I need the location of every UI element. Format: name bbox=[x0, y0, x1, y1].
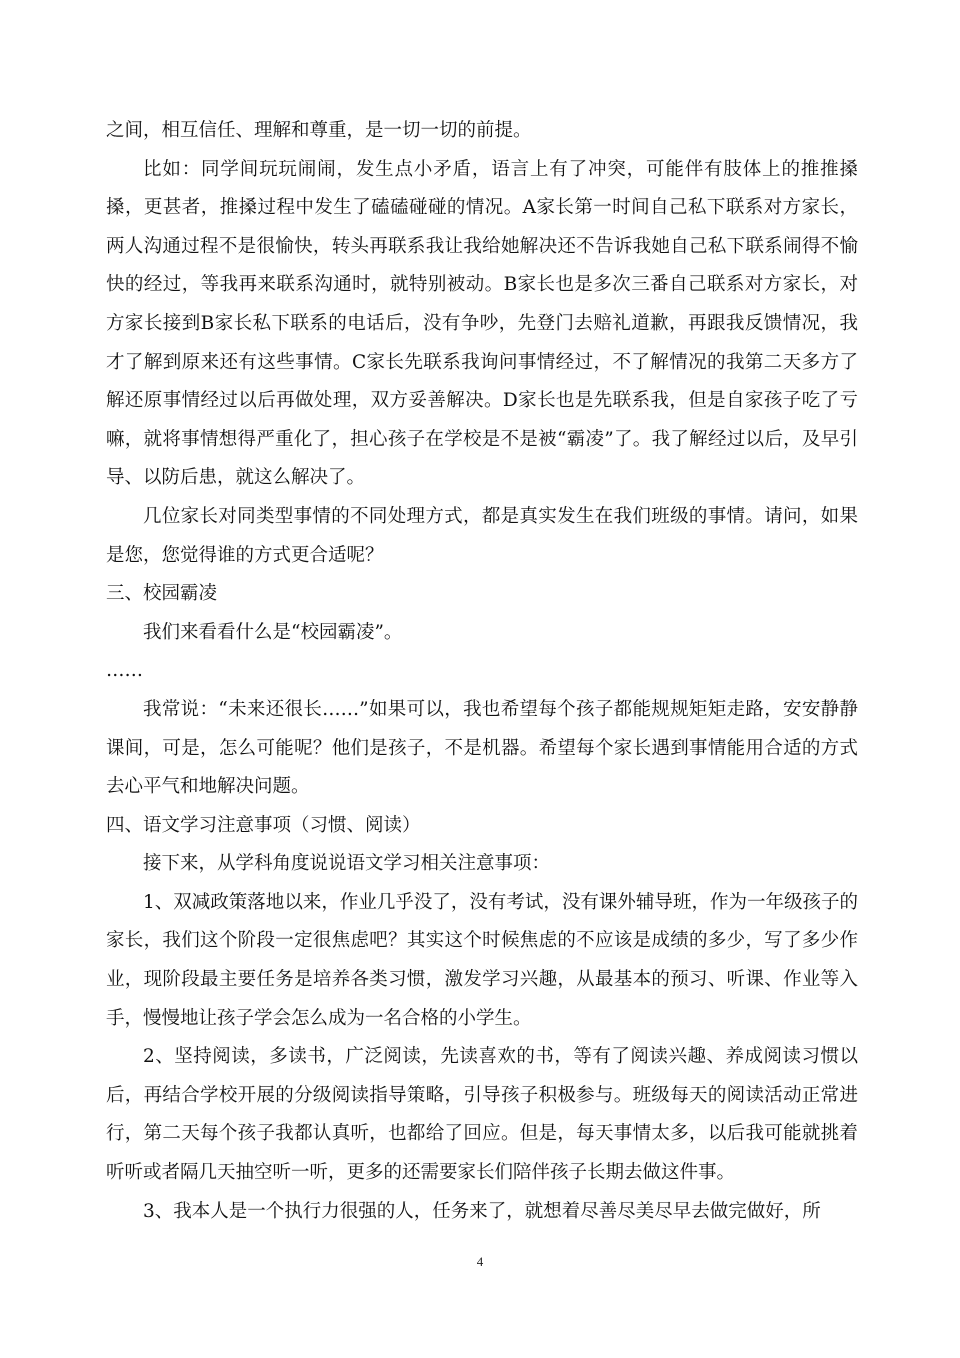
paragraph: 比如：同学间玩玩闹闹，发生点小矛盾，语言上有了冲突，可能伴有肢体上的推推搡搡，更甚者，推搡过程中发生了磕磕碰碰的情况。A家长第一时间自己私下联系对方家长，两人沟通过程不是很愉快，转头再联系我让我给她解决还不告诉我她自己私下联系闹得不愉快的经过，等我再来联系沟通时，就特别被动。B家长也是多次三番自己联系对方家长，对方家长接到B家长私下联系的电话后，没有争吵，先登门去赔礼道歉，再跟我反馈情况，我才了解到原来还有这些事情。C家长先联系我询问事情经过，不了解情况的我第二天多方了解还原事情经过以后再做处理，双方妥善解决。D家长也是先联系我，但是自家孩子吃了亏嘛，就将事情想得严重化了，担心孩子在学校是不是被“霸凌”了。我了解经过以后，及早引导、以防后患，就这么解决了。 bbox=[106, 158, 858, 489]
list-item: 2、坚持阅读，多读书，广泛阅读，先读喜欢的书，等有了阅读兴趣、养成阅读习惯以后，再结合学校开展的分级阅读指导策略，引导孩子积极参与。班级每天的阅读活动正常进行，第二天每个孩子我都认真听，也都给了回应。但是，每天事情太多，以后我可能就挑着听听或者隔几天抽空听一听，更多的还需要家长们陪伴孩子长期去做这件事。 bbox=[106, 1046, 858, 1184]
paragraph: 我们来看看什么是“校园霸凌”。 bbox=[143, 621, 403, 643]
paragraph: 几位家长对同类型事情的不同处理方式，都是真实发生在我们班级的事情。请问，如果是您，您觉得谁的方式更合适呢？ bbox=[106, 505, 858, 566]
section-heading: 三、校园霸凌 bbox=[106, 583, 218, 605]
section-heading: 四、语文学习注意事项（习惯、阅读） bbox=[106, 814, 421, 836]
list-item: 1、双减政策落地以来，作业几乎没了，没有考试，没有课外辅导班，作为一年级孩子的家长，我们这个阶段一定很焦虑吧？其实这个时候焦虑的不应该是成绩的多少，写了多少作业，现阶段最主要任务是培养各类习惯，激发学习兴趣，从最基本的预习、听课、作业等入手，慢慢地让孩子学会怎么成为一名合格的小学生。 bbox=[106, 891, 858, 1029]
paragraph: 接下来，从学科角度说说语文学习相关注意事项： bbox=[143, 853, 551, 875]
document-body bbox=[106, 112, 858, 1231]
page-number: 4 bbox=[476, 1254, 484, 1269]
list-item: 3、我本人是一个执行力很强的人，任务来了，就想着尽善尽美尽早去做完做好，所 bbox=[143, 1200, 821, 1222]
paragraph: 我常说：“未来还很长……”如果可以，我也希望每个孩子都能规规矩矩走路，安安静静课间，可是，怎么可能呢？他们是孩子，不是机器。希望每个家长遇到事情能用合适的方式去心平气和地解决问题。 bbox=[106, 698, 858, 798]
ellipsis-line: …… bbox=[106, 660, 143, 682]
paragraph: 之间，相互信任、理解和尊重，是一切一切的前提。 bbox=[106, 120, 532, 141]
